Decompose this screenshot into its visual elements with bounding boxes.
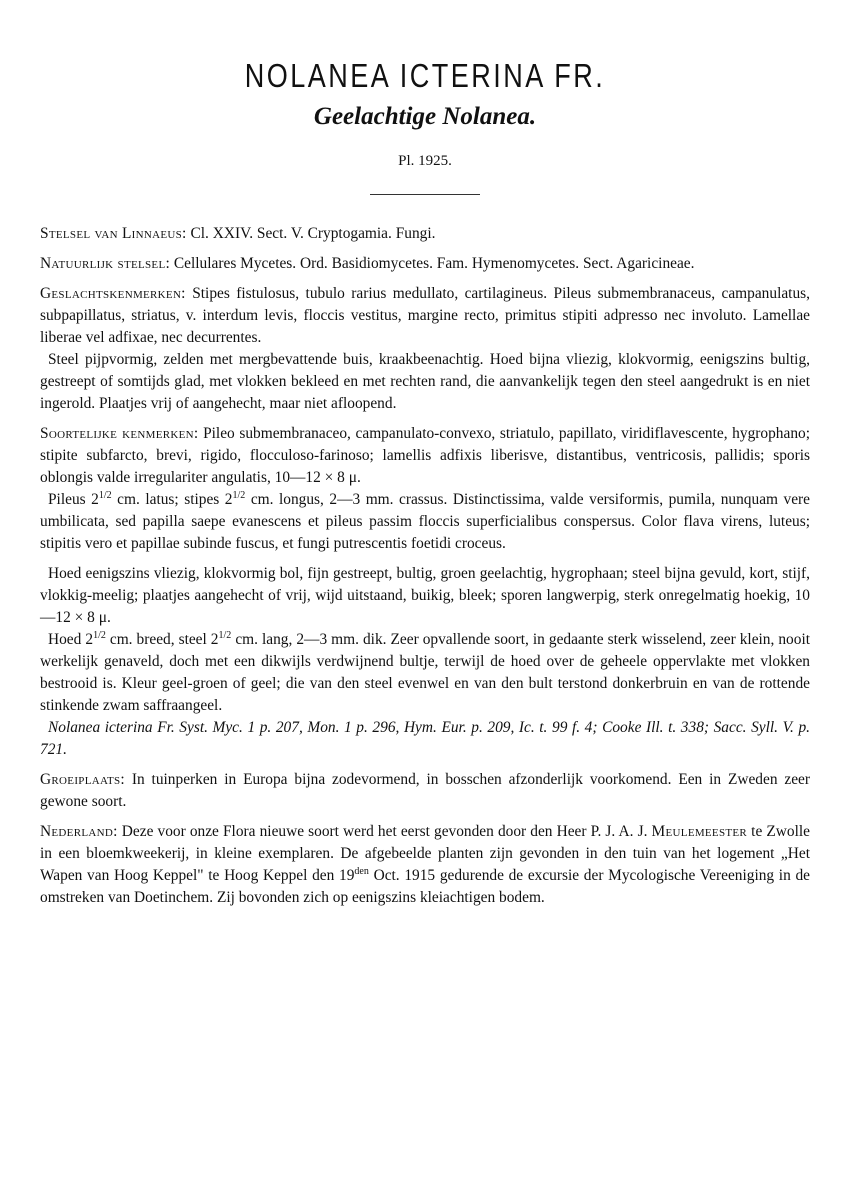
groeiplaats-label: Groeiplaats: (40, 771, 125, 788)
steel-size-text: cm. breed, steel 2 (109, 631, 219, 648)
nederland-paragraph (40, 821, 810, 909)
soortelijke-kenmerken-latin-measurements (40, 489, 810, 555)
geslachtskenmerken-latin-text: Stipes fistulosus, tubulo rarius medullato, cartilagineus. Pileus submembranaceus, campanulatus, subpapillatus, striatus, v. interdum levis, floccis vestitus, margine recto, primitus stipiti adpresso nec involuto. Lamellae liberae vel adfixae, nec decurrentes. (40, 285, 810, 346)
page-title: NOLANEA ICTERINA FR. (244, 57, 606, 94)
soortelijke-kenmerken-latin-text: Pileo submembranaceo, campanulato-convexo, striatulo, papillato, viridiflavescente, hygrophano; stipite subfarcto, brevi, rigido, flocculoso-farinoso; lamellis adfixis liberisve, distantibus, ventricosis, pallidis; sporis oblongis valde irregulariter angulatis, 10—12 × 8 μ. (40, 425, 810, 486)
fraction: 1/2 (98, 489, 112, 501)
stelsel-linnaeus-text: Cl. XXIV. Sect. V. Cryptogamia. Fungi. (190, 225, 436, 242)
soortelijke-kenmerken-label: Soortelijke kenmerken: (40, 425, 199, 442)
collector-name: Meulemeester (651, 823, 748, 840)
fraction: 1/2 (218, 629, 232, 641)
soortelijke-kenmerken-dutch-measurements (40, 629, 810, 717)
nederland-text-c: Oct. 1915 gedurende de excursie der Mycologische Vereeniging in de omstreken van Doetinchem. Zij bovonden zich op eenigszins kleiachtigen bodem. (40, 867, 810, 906)
geslachtskenmerken-latin (40, 283, 810, 349)
divider (370, 194, 480, 195)
date-superscript: den (354, 865, 369, 877)
geslachtskenmerken-label: Geslachtskenmerken: (40, 285, 186, 302)
plate-number: Pl. 1925. (398, 153, 452, 169)
nederland-label: Nederland: (40, 823, 118, 840)
hoed-size-text: Hoed 2 (48, 631, 94, 648)
document-page (40, 50, 810, 909)
latin-description-text: cm. longus, 2—3 mm. crassus. Distinctissima, valde versiformis, pumila, nunquam vere umbilicata, sed papilla saepe evanescens et pileus passim floccis superficialibus conspersus. Color flava virens, luteus; stipitis vero et papillae subinde fuscus, et fungi putrescentis foetidi croceus. (40, 491, 811, 552)
stelsel-linnaeus-paragraph (40, 223, 810, 245)
groeiplaats-paragraph (40, 769, 810, 813)
natuurlijk-stelsel-paragraph (40, 253, 810, 275)
references: Nolanea icterina Fr. Syst. Myc. 1 p. 207, Mon. 1 p. 296, Hym. Eur. p. 209, Ic. t. 99 f. 4; Cooke Ill. t. 338; Sacc. Syll. V. p. 721. (40, 719, 810, 758)
nederland-text-b: te Zwolle in een bloemkweekerij, in kleine exemplaren. De afgebeelde planten zijn gevonden in den tuin van het logement „Het Wapen van Hoog Keppel" te Hoog Keppel den 19 (40, 823, 810, 884)
soortelijke-kenmerken-latin (40, 423, 810, 489)
fraction: 1/2 (93, 629, 106, 641)
nederland-text-a: Deze voor onze Flora nieuwe soort werd het eerst gevonden door den Heer P. J. A. J. (121, 823, 648, 840)
groeiplaats-text: In tuinperken in Europa bijna zodevormend, in bosschen afzonderlijk voorkomend. Een in Zweden zeer gewone soort. (40, 771, 810, 810)
stelsel-linnaeus-label: Stelsel van Linnaeus: (40, 225, 187, 242)
pileus-size-text: Pileus 2 (48, 491, 99, 508)
soortelijke-kenmerken-dutch: Hoed eenigszins vliezig, klokvormig bol, fijn gestreept, bultig, groen geelachtig, hygrophaan; steel bijna gevuld, kort, stijf, vlokkig-meelig; plaatjes aangehecht of vrij, wijd uitstaand, buikig, bleek; sporen langwerpig, sterk onregelmatig hoekig, 10—12 × 8 μ. (40, 565, 810, 626)
page-subtitle: Geelachtige Nolanea. (313, 103, 537, 130)
natuurlijk-stelsel-text: Cellulares Mycetes. Ord. Basidiomycetes. Fam. Hymenomycetes. Sect. Agaricineae. (173, 255, 695, 272)
geslachtskenmerken-dutch: Steel pijpvormig, zelden met mergbevattende buis, kraakbeenachtig. Hoed bijna vliezig, klokvormig, eenigszins bultig, gestreept of somtijds glad, met vlokken bekleed en met rechten rand, die aanvankelijk tegen den steel aangedrukt is en niet ingerold. Plaatjes vrij of aangehecht, maar niet afloopend. (40, 351, 810, 412)
fraction: 1/2 (232, 489, 246, 501)
natuurlijk-stelsel-label: Natuurlijk stelsel: (40, 255, 171, 272)
stipes-size-text: cm. latus; stipes 2 (117, 491, 233, 508)
dutch-description-text: cm. lang, 2—3 mm. dik. Zeer opvallende soort, in gedaante sterk wisselend, zeer klein, nooit werkelijk genaveld, doch met een dikwijls verdwijnend bultje, terwijl de hoed over de geheele oppervlakte met vlokken bestrooid is. Kleur geel-groen of geel; die van den steel evenwel en van den bult terstond donkerbruin en van de rottende stinkende zwam saffraangeel. (40, 631, 810, 714)
